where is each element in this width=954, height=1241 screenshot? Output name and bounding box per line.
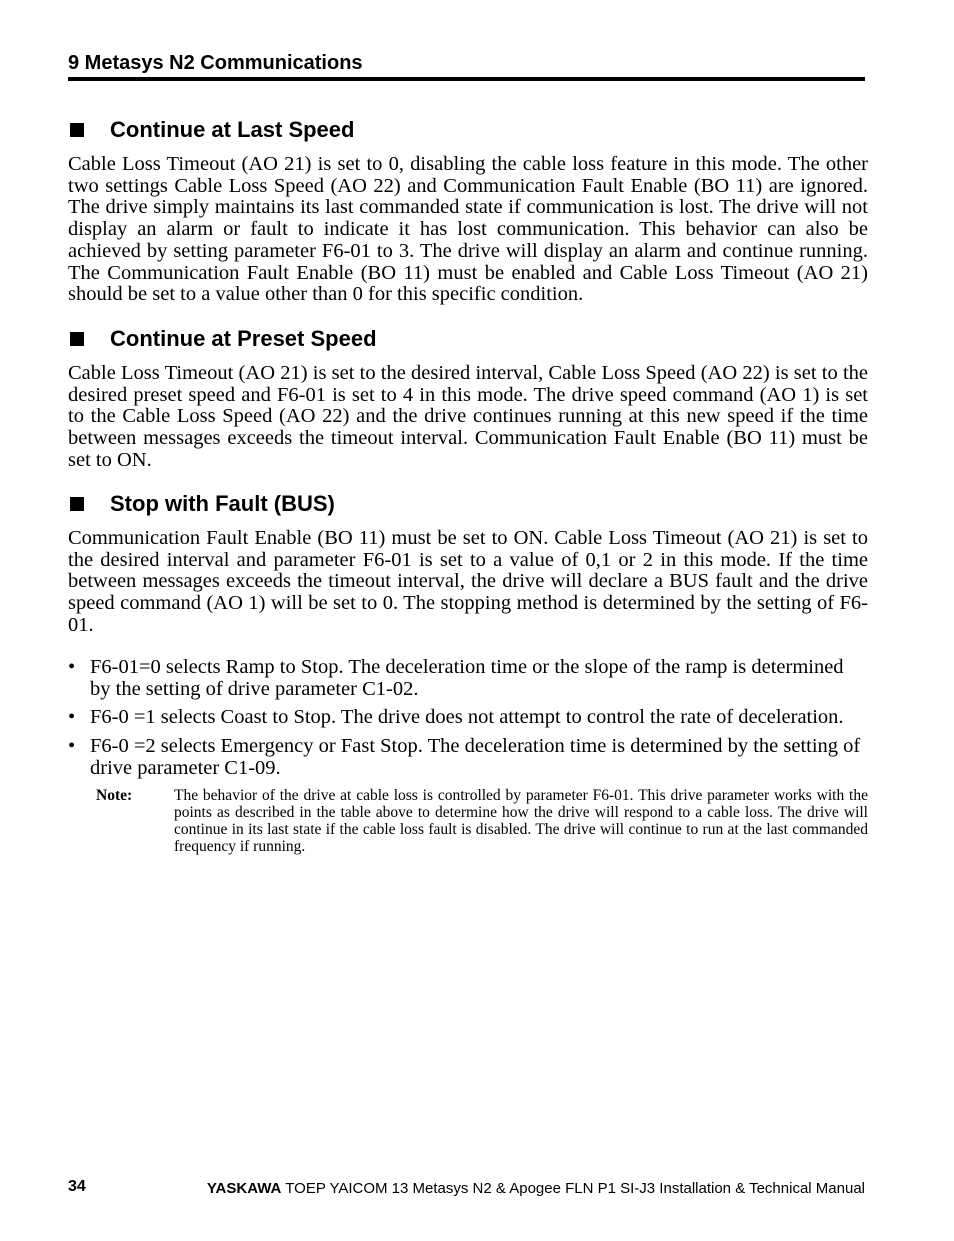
list-item-text: F6-0 =1 selects Coast to Stop. The drive does not attempt to control the rate of deceleration. [90, 706, 844, 729]
bullet-list [68, 657, 868, 780]
section-heading [68, 490, 868, 518]
running-head: 9 Metasys N2 Communications [68, 52, 363, 74]
list-item-text: F6-01=0 selects Ramp to Stop. The deceleration time or the slope of the ramp is determined by the setting of drive parameter C1-02. [90, 656, 844, 700]
section-continue-last-speed [68, 116, 868, 326]
section-heading [68, 116, 868, 144]
square-bullet-icon [70, 123, 84, 137]
section-title: Continue at Last Speed [110, 117, 355, 142]
section-title: Continue at Preset Speed [110, 326, 377, 351]
section-heading [68, 325, 868, 353]
section-stop-with-fault [68, 490, 868, 855]
section-paragraph: Cable Loss Timeout (AO 21) is set to the desired interval, Cable Loss Speed (AO 22) is set to the desired preset speed and F6-01 is set to 4 in this mode. The drive speed command (AO 1) is set to the Cable Loss Speed (AO 22) and the drive continues running at this new speed if the time between messages exceeds the timeout interval. Communication Fault Enable (BO 11) must be set to ON. [68, 362, 868, 471]
square-bullet-icon [70, 332, 84, 346]
footer-brand: YASKAWA [206, 1180, 282, 1197]
footer-manual-title [207, 1180, 865, 1197]
square-bullet-icon [70, 497, 84, 511]
bullet-icon: • [68, 735, 76, 758]
bullet-icon: • [68, 706, 76, 729]
section-title: Stop with Fault (BUS) [110, 491, 335, 516]
note-label: Note: [96, 786, 133, 804]
bullet-icon: • [68, 656, 76, 679]
footer-title-text: TOEP YAICOM 13 Metasys N2 & Apogee FLN P1 SI-J3 Installation & Technical Manual [281, 1180, 865, 1197]
page-number: 34 [68, 1178, 86, 1195]
section-paragraph: Cable Loss Timeout (AO 21) is set to 0, disabling the cable loss feature in this mode. The other two settings Cable Loss Speed (AO 22) and Communication Fault Enable (BO 11) are ignored. The drive simply maintains its last commanded state if communication is lost. The drive will not display an alarm or fault to indicate it has lost communication. This behavior can also be achieved by setting parameter F6-01 to 3. The drive will display an alarm and continue running. The Communication Fault Enable (BO 11) must be enabled and Cable Loss Timeout (AO 21) should be set to a value other than 0 for this specific condition. [68, 153, 868, 306]
note-block [96, 787, 868, 855]
section-paragraph: Communication Fault Enable (BO 11) must be set to ON. Cable Loss Timeout (AO 21) is set to the desired interval and parameter F6-01 is set to a value of 0,1 or 2 in this mode. If the time between messages exceeds the timeout interval, the drive will declare a BUS fault and the drive speed command (AO 1) will be set to 0. The stopping method is determined by the setting of F6-01. [68, 527, 868, 636]
note-text: The behavior of the drive at cable loss is controlled by parameter F6-01. This drive parameter works with the points as described in the table above to determine how the drive will respond to a cable loss. The drive will continue in its last state if the cable loss fault is disabled. The drive will continue to run at the last commanded frequency if running. [174, 786, 868, 855]
section-continue-preset-speed [68, 325, 868, 492]
list-item-text: F6-0 =2 selects Emergency or Fast Stop. The deceleration time is determined by the setting of drive parameter C1-09. [90, 735, 861, 779]
header-rule [68, 77, 865, 81]
list-item [68, 657, 868, 700]
list-item [68, 736, 868, 779]
list-item [68, 707, 868, 729]
